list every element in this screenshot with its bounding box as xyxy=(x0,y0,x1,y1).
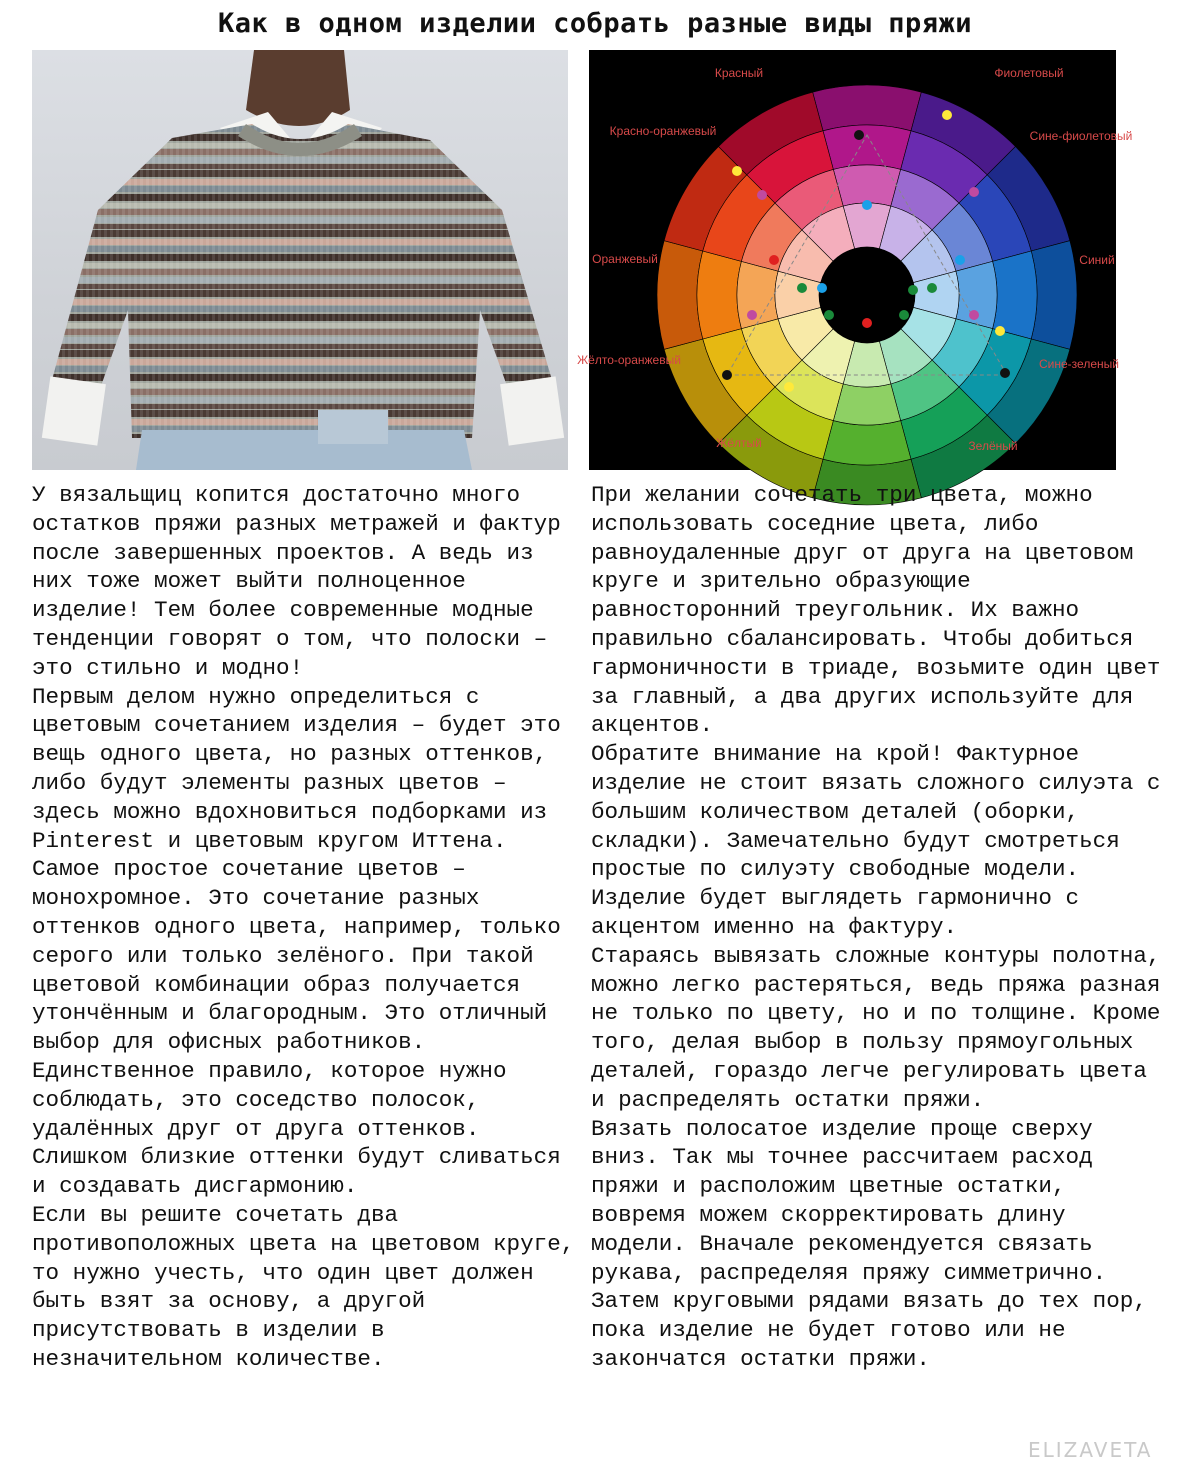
wheel-segment xyxy=(993,251,1037,339)
wheel-dot xyxy=(862,200,872,210)
left-paragraph-4: Если вы решите сочетать два противоположных цвета на цветовом круге, то нужно учесть, что один цвет должен быть взят за основу, а другой присутствовать в изделии в незначительном количестве. xyxy=(32,1201,575,1372)
wheel-segment xyxy=(737,261,778,328)
wheel-dot xyxy=(722,370,732,380)
wheel-dot xyxy=(757,190,767,200)
wheel-dot xyxy=(854,130,864,140)
wheel-dot xyxy=(797,283,807,293)
wheel-dot xyxy=(927,283,937,293)
wheel-label: Синий xyxy=(1079,253,1115,267)
wheel-label: Жёлтый xyxy=(716,436,762,450)
right-paragraph-2: Обратите внимание на крой! Фактурное изделие не стоит вязать сложного силуэта с большим количеством деталей (оборки, складки). Замечательно будут смотреться простые по силуэту свободные модели. Изделие будет выглядеть гармонично с акцентом именно на фактуру. xyxy=(591,741,1161,940)
wheel-segment xyxy=(833,165,900,206)
wheel-label: Фиолетовый xyxy=(994,66,1064,80)
wheel-dot xyxy=(995,326,1005,336)
wheel-label: Жёлто-оранжевый xyxy=(577,353,681,367)
page-title: Как в одном изделии собрать разные виды пряжи xyxy=(218,8,972,39)
wheel-segment xyxy=(823,421,911,465)
wheel-dot xyxy=(732,166,742,176)
striped-sweater-photo xyxy=(32,50,568,470)
wheel-label: Сине-зеленый xyxy=(1039,357,1119,371)
wheel-dot xyxy=(769,255,779,265)
wheel-dot xyxy=(1000,368,1010,378)
wheel-segment xyxy=(657,241,703,350)
wheel-dot xyxy=(969,187,979,197)
wheel-dot xyxy=(784,382,794,392)
left-paragraph-2: Первым делом нужно определиться с цветовым сочетанием изделия – будет это вещь одного цвета, но разных оттенков, либо будут элементы разных цветов – здесь можно вдохновиться подборками из Pinterest и цветовым кругом Иттена. xyxy=(32,683,561,854)
wheel-dot xyxy=(817,283,827,293)
wheel-segment xyxy=(833,384,900,425)
wheel-dot xyxy=(955,255,965,265)
wheel-dot xyxy=(942,110,952,120)
wheel-label: Зелёный xyxy=(968,439,1018,453)
left-paragraph-1: У вязальщиц копится достаточно много остатков пряжи разных метражей и фактур после завершенных проектов. А ведь из них тоже может выйти полноценное изделие! Тем более современные модные тенденции говорят о том, что полоски – это стильно и модно! xyxy=(32,482,561,681)
wheel-dot xyxy=(899,310,909,320)
right-column xyxy=(591,481,1171,1374)
wheel-dot xyxy=(969,310,979,320)
wheel-dot xyxy=(862,318,872,328)
wheel-center xyxy=(819,247,915,343)
wheel-segment xyxy=(697,251,741,339)
wheel-label: Красный xyxy=(714,66,764,80)
wheel-dot xyxy=(908,285,918,295)
wheel-segment xyxy=(1031,241,1077,350)
right-paragraph-4: Вязать полосатое изделие проще сверху вниз. Так мы точнее рассчитаем расход пряжи и расположим цветные остатки, вовремя можем скорректировать длину модели. Вначале рекомендуется связать рукава, распределяя пряжу симметрично. Затем круговыми рядами вязать до тех пор, пока изделие не будет готово или не закончатся остатки пряжи. xyxy=(591,1115,1147,1372)
sweater-illustration xyxy=(32,50,568,470)
wheel-label: Красно-оранжевый xyxy=(609,124,717,138)
wheel-dot xyxy=(824,310,834,320)
wheel-label: Оранжевый xyxy=(592,252,658,266)
wheel-label: Сине-фиолетовый xyxy=(1029,129,1133,143)
color-wheel-svg xyxy=(577,50,1133,470)
right-paragraph-3: Стараясь вывязать сложные контуры полотна, можно легко растеряться, ведь пряжа разная не только по цвету, но и по толщине. Кроме того, делая выбор в пользу прямоугольных деталей, гораздо легче регулировать цвета и распределять остатки пряжи. xyxy=(591,942,1161,1113)
left-paragraph-3: Самое простое сочетание цветов – монохромное. Это сочетание разных оттенков одного цвета, например, только серого или только зелёного. При такой цветовой комбинации образ получается утончённым и благородным. Это отличный выбор для офисных работников. Единственное правило, которое нужно соблюдать, это соседство полосок, удалённых друг от друга оттенков. Слишком близкие оттенки будут сливаться и создавать дисгармонию. xyxy=(32,856,561,1200)
color-wheel xyxy=(577,50,1133,470)
left-column xyxy=(32,481,577,1374)
wheel-segment xyxy=(823,125,911,169)
right-paragraph-1: При желании сочетать три цвета, можно использовать соседние цвета, либо равноудаленные друг от друга на цветовом круге и зрительно образующие равносторонний треугольник. Их важно правильно сбалансировать. Чтобы добиться гармоничности в триаде, возьмите один цвет за главный, а два других используйте для акцентов. xyxy=(591,482,1161,739)
wheel-dot xyxy=(747,310,757,320)
signature: ELIZAVETA xyxy=(1028,1438,1153,1462)
wheel-segment xyxy=(813,85,922,131)
